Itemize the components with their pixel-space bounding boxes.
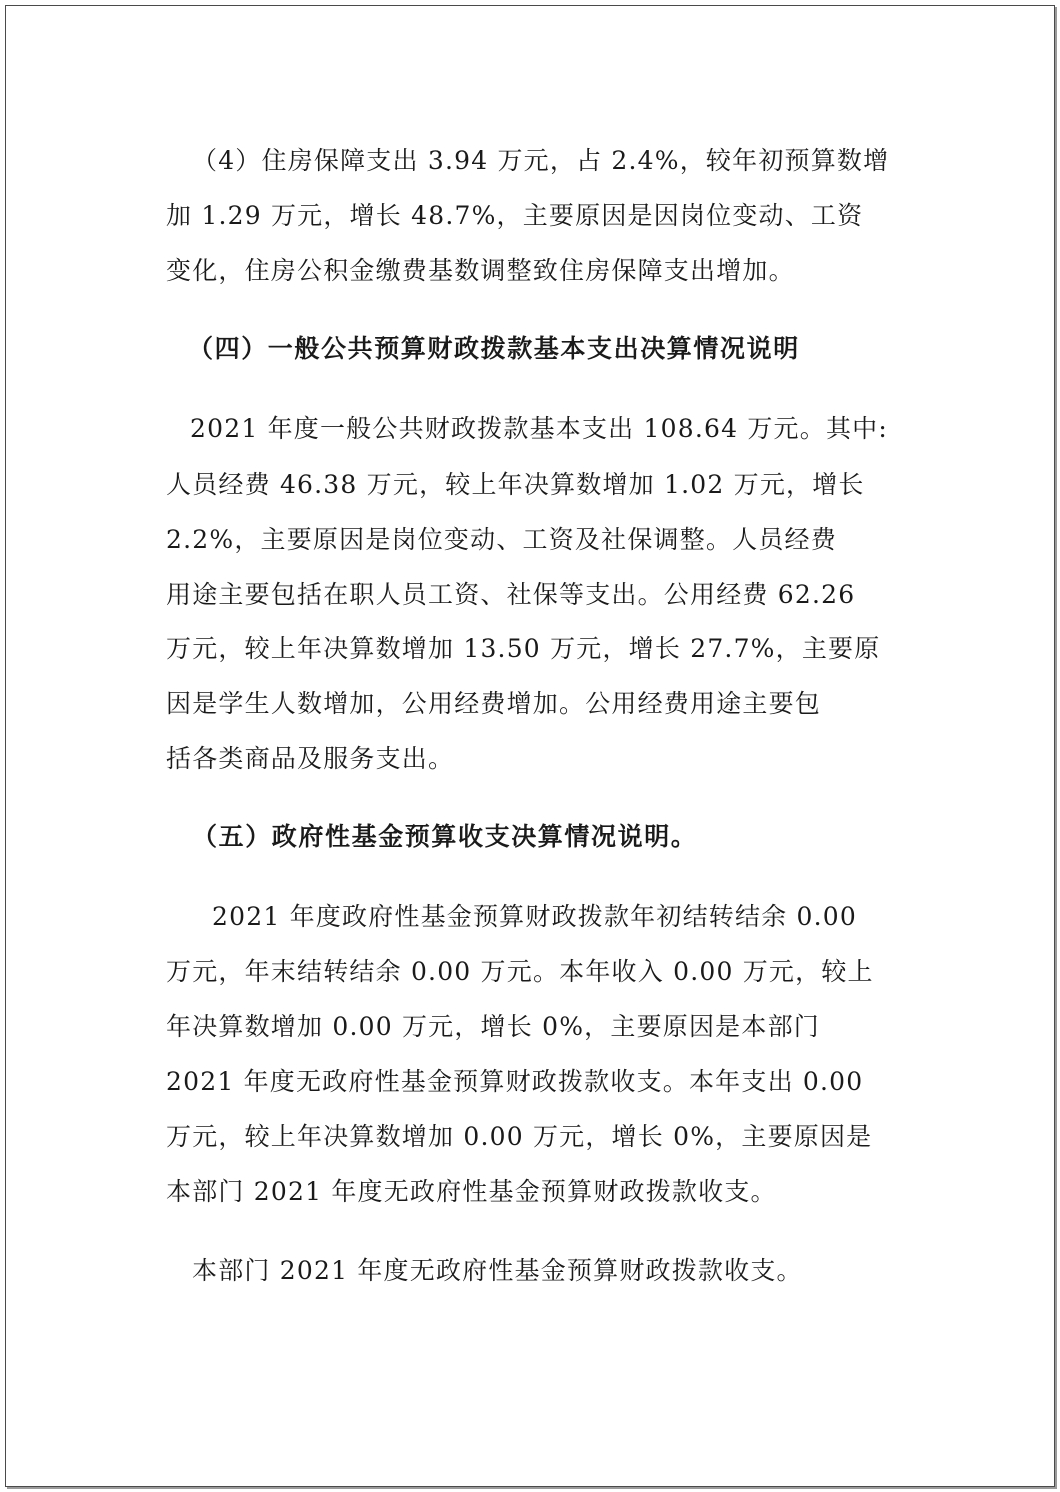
text-line: 万元，较上年决算数增加 13.50 万元，增长 27.7%，主要原: [166, 634, 881, 663]
text-line: 2021 年度政府性基金预算财政拨款年初结转结余 0.00: [212, 902, 857, 931]
text-line: 万元，年末结转结余 0.00 万元。本年收入 0.00 万元，较上: [166, 957, 874, 986]
text-line: 人员经费 46.38 万元，较上年决算数增加 1.02 万元，增长: [166, 470, 865, 499]
text-line: 2.2%，主要原因是岗位变动、工资及社保调整。人员经费: [166, 525, 837, 554]
text-line: 2021 年度无政府性基金预算财政拨款收支。本年支出 0.00: [166, 1067, 864, 1096]
text-line: 本部门 2021 年度无政府性基金预算财政拨款收支。: [192, 1256, 803, 1285]
text-line: 变化，住房公积金缴费基数调整致住房保障支出增加。: [166, 256, 795, 285]
text-line: 2021 年度一般公共财政拨款基本支出 108.64 万元。其中:: [190, 414, 888, 443]
text-line: 因是学生人数增加，公用经费增加。公用经费用途主要包: [166, 689, 822, 718]
section-heading: （五）政府性基金预算收支决算情况说明。: [192, 822, 698, 851]
text-line: （4）住房保障支出 3.94 万元，占 2.4%，较年初预算数增: [192, 146, 890, 175]
text-line: 年决算数增加 0.00 万元，增长 0%，主要原因是本部门: [166, 1012, 820, 1041]
text-line: 用途主要包括在职人员工资、社保等支出。公用经费 62.26: [166, 580, 856, 609]
text-line: 括各类商品及服务支出。: [166, 744, 455, 773]
text-line: 万元，较上年决算数增加 0.00 万元，增长 0%，主要原因是: [166, 1122, 873, 1151]
text-line: 本部门 2021 年度无政府性基金预算财政拨款收支。: [166, 1177, 777, 1206]
text-line: 加 1.29 万元，增长 48.7%，主要原因是因岗位变动、工资: [166, 201, 864, 230]
section-heading: （四）一般公共预算财政拨款基本支出决算情况说明: [188, 334, 800, 363]
